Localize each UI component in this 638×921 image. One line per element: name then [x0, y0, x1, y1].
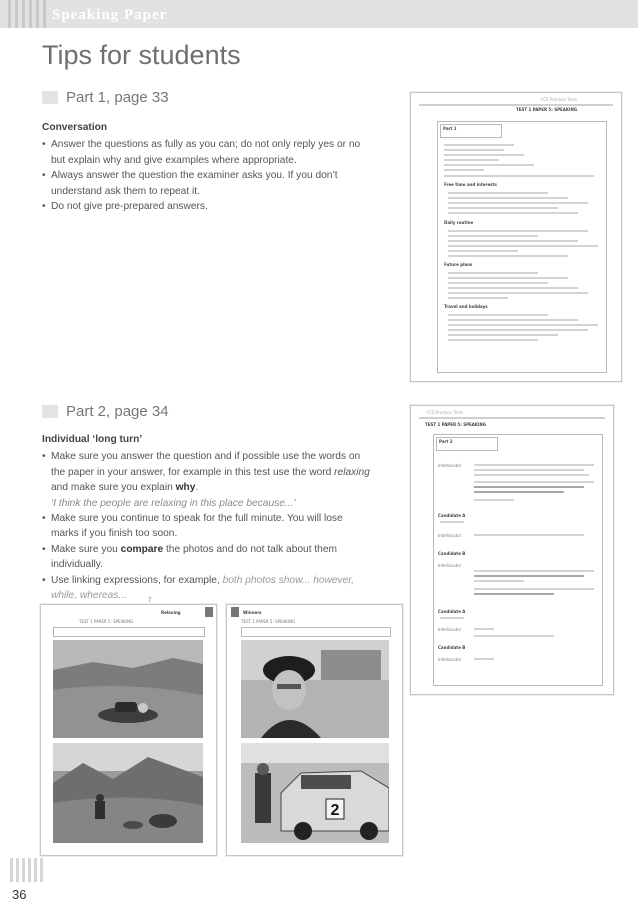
- text-run: the photos and do not talk about them individually.: [51, 543, 338, 571]
- thumb-role: Interlocutor: [438, 657, 462, 662]
- text-line: [448, 339, 538, 341]
- text-line: [448, 287, 578, 289]
- text-line: [474, 491, 564, 493]
- header-title: Speaking Paper: [52, 7, 168, 23]
- text-line: [474, 499, 514, 501]
- thumb-group-title: Free time and interests: [444, 182, 497, 187]
- photo-page-test-label: TEST 1 PAPER 5: SPEAKING: [241, 619, 296, 624]
- list-item: [42, 449, 372, 495]
- text-line: [444, 154, 524, 156]
- section-marker: [42, 91, 58, 104]
- text-line: [448, 329, 588, 331]
- text-line: [444, 164, 534, 166]
- thumb-series-label: FCE Practice Tests: [541, 97, 578, 102]
- photo-hiker-resting: [53, 640, 203, 738]
- small-page-number: 7: [148, 598, 152, 604]
- part2-body: [42, 432, 372, 603]
- photo-page-label: Winners: [243, 610, 262, 615]
- part-label-box: [440, 124, 502, 138]
- photo-page-winners: [226, 604, 403, 856]
- thumb-content-box: [437, 121, 607, 373]
- thumb-role: Interlocutor: [438, 463, 462, 468]
- thumb-content-box: [433, 434, 603, 686]
- instruction-box: [53, 627, 205, 637]
- text-line: [474, 658, 494, 660]
- part2-bullets-cont: [42, 511, 372, 603]
- thumb-test-label: TEST 1 PAPER 5: SPEAKING: [425, 422, 487, 427]
- text-run: .: [195, 482, 199, 494]
- thumb-part-label: Part 2: [439, 439, 453, 444]
- text-line: [448, 240, 578, 242]
- footer-stripes: [10, 858, 43, 882]
- divider: [419, 417, 605, 419]
- list-item: [42, 573, 372, 604]
- keyword-relaxing: relaxing: [334, 466, 370, 478]
- text-line: [474, 486, 584, 488]
- text-line: [474, 575, 584, 577]
- part1-heading-label: Part 1, page 33: [66, 89, 169, 106]
- text-line: [448, 207, 558, 209]
- text-line: [474, 628, 494, 630]
- photo-pilot-portrait: [241, 640, 389, 738]
- text-line: [448, 319, 578, 321]
- part1-subheading: Conversation: [42, 122, 108, 133]
- part2-subheading: Individual ‘long turn’: [42, 434, 143, 445]
- page-number: 36: [12, 887, 27, 902]
- list-item: • Make sure you continue to speak for the full minute. You will lose marks if you finish too soon.: [42, 511, 372, 542]
- header-band: [0, 0, 638, 28]
- thumbnail-page-part2: [410, 405, 614, 695]
- thumb-test-label: TEST 1 PAPER 5: SPEAKING: [516, 107, 578, 112]
- photo-hikers-valley: [53, 743, 203, 843]
- text-line: [474, 534, 584, 536]
- instruction-box: [241, 627, 391, 637]
- keyword-compare: compare: [120, 543, 164, 555]
- text-line: [448, 277, 568, 279]
- text-line: [474, 635, 554, 637]
- photo-page-test-label: TEST 1 PAPER 5: SPEAKING: [79, 619, 134, 624]
- divider: [419, 104, 613, 106]
- text-line: [448, 297, 508, 299]
- text-line: [444, 149, 504, 151]
- thumb-part-label: Part 1: [443, 126, 457, 131]
- part2-bullets: [42, 449, 372, 495]
- example-quote: ‘I think the people are relaxing in this place because...’: [51, 497, 296, 509]
- thumb-role: Interlocutor: [438, 563, 462, 568]
- text-run: Make sure you: [51, 543, 121, 555]
- text-line: [444, 175, 594, 177]
- text-line: [448, 192, 548, 194]
- text-line: [448, 202, 588, 204]
- text-line: [448, 250, 518, 252]
- list-item: • Do not give pre-prepared answers.: [42, 199, 372, 214]
- thumb-role: Interlocutor: [438, 533, 462, 538]
- text-line: [448, 282, 548, 284]
- text-line: [448, 230, 588, 232]
- thumb-role: Candidate B: [438, 551, 466, 556]
- photo-hiker-resting-image: [53, 640, 203, 738]
- photo-hikers-valley-image: [53, 743, 203, 843]
- photo-rally-car-image: [241, 743, 389, 843]
- list-item: • Always answer the question the examiner asks you. If you don’t understand ask them to repeat it.: [42, 168, 372, 199]
- linking-examples: both photos show... however, while, whereas...: [51, 574, 354, 602]
- text-line: [448, 255, 568, 257]
- thumb-role: Candidate B: [438, 645, 466, 650]
- text-line: [474, 570, 594, 572]
- text-line: [474, 593, 554, 595]
- text-line: [448, 212, 578, 214]
- text-line: [440, 521, 464, 523]
- thumb-group-title: Daily routine: [444, 220, 474, 225]
- text-line: [474, 464, 594, 466]
- text-line: [448, 272, 538, 274]
- text-line: [440, 617, 464, 619]
- text-line: [474, 474, 589, 476]
- text-line: [448, 245, 598, 247]
- thumb-role: Interlocutor: [438, 627, 462, 632]
- page-title: Tips for students: [42, 40, 241, 70]
- text-line: [444, 144, 514, 146]
- text-line: [448, 235, 538, 237]
- part1-body: [42, 120, 372, 214]
- part1-heading: [42, 89, 169, 106]
- thumbnail-page-part1: [410, 92, 622, 382]
- thumb-series-label: FCE Practice Tests: [427, 410, 464, 415]
- photo-pilot-portrait-image: [241, 640, 389, 738]
- text-line: [448, 334, 558, 336]
- part2-heading: [42, 403, 169, 420]
- text-run: Use linking expressions, for example,: [51, 574, 223, 586]
- photo-page-label: Relaxing: [161, 610, 181, 615]
- page-tab-marker: [231, 607, 239, 617]
- car-number: 2: [330, 802, 340, 819]
- part-label-box: [436, 437, 498, 451]
- thumb-role: Candidate A: [438, 609, 466, 614]
- part2-heading-label: Part 2, page 34: [66, 403, 169, 420]
- photo-rally-car: [241, 743, 389, 843]
- text-line: [474, 588, 594, 590]
- page-tab-marker: [205, 607, 213, 617]
- text-line: [474, 481, 594, 483]
- text-line: [448, 314, 548, 316]
- thumb-group-title: Travel and holidays: [444, 304, 488, 309]
- thumb-group-title: Future plans: [444, 262, 473, 267]
- list-item: [42, 542, 372, 573]
- header-stripes: [8, 0, 46, 28]
- thumb-role: Candidate A: [438, 513, 466, 518]
- keyword-why: why: [175, 482, 196, 494]
- text-run: and make sure you explain: [51, 482, 176, 494]
- text-line: [448, 324, 598, 326]
- text-line: [448, 292, 588, 294]
- text-line: [474, 469, 584, 471]
- text-line: [444, 169, 484, 171]
- text-line: [474, 580, 524, 582]
- section-marker: [42, 405, 58, 418]
- list-item: • Answer the questions as fully as you can; do not only reply yes or no but explain why and give examples where appropriate.: [42, 137, 372, 168]
- text-line: [448, 197, 568, 199]
- photo-page-relaxing: [40, 604, 217, 856]
- text-line: [444, 159, 499, 161]
- text-run: Make sure you answer the question and if possible use the words on the paper in your answer, for example in this test use the word: [51, 451, 361, 478]
- part1-bullets: [42, 137, 372, 214]
